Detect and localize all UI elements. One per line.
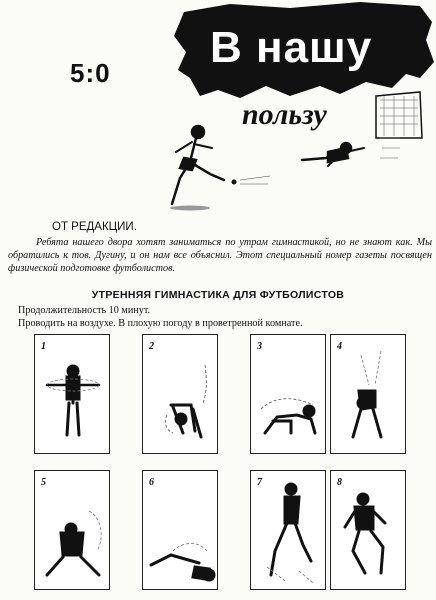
editorial-heading: ОТ РЕДАКЦИИ.: [52, 221, 137, 233]
exercise-number: 4: [337, 341, 342, 352]
exercise-number: 6: [149, 477, 154, 488]
kicking-player-figure: [172, 126, 224, 204]
exercise-number: 3: [257, 341, 262, 352]
exercise-panel-7: [250, 470, 326, 590]
duration-text: Продолжительность 10 минут.: [18, 305, 151, 316]
goalkeeper-figure: [302, 143, 364, 166]
exercise-panel-4: [330, 334, 406, 454]
exercise-panel-6: [142, 470, 218, 590]
score-text: 5:0: [70, 58, 111, 88]
exercise-panel-5: [34, 470, 110, 590]
exercise-info: [18, 305, 303, 330]
title-main: В нашу: [210, 23, 373, 72]
exercise-number: 7: [257, 477, 262, 488]
exercise-number: 2: [149, 341, 154, 352]
title-subtitle: пользу: [242, 98, 327, 131]
exercise-figure-1: [35, 335, 111, 455]
exercise-panel-1: [34, 334, 110, 454]
exercise-number: 8: [337, 477, 342, 488]
ball-icon: [232, 180, 237, 185]
exercise-figure-8: [331, 471, 407, 591]
exercise-figure-7: [251, 471, 327, 591]
exercise-panel-2: [142, 334, 218, 454]
football-illustration: [150, 118, 436, 218]
editorial-text: Ребята нашего двора хотят заниматься по утрам гимнастикой, но не знают как. Мы обратились к тов. Дугину, и он нам все объяснил. Этот специальный номер газеты посвящен физической подготовке футболистов.: [8, 237, 432, 274]
exercise-panel-8: [330, 470, 406, 590]
exercise-figure-6: [143, 471, 219, 591]
exercise-figure-3: [251, 335, 327, 455]
place-text: Проводить на воздухе. В плохую погоду в проветренной комнате.: [18, 317, 303, 329]
exercise-number: 1: [41, 341, 46, 352]
exercise-figure-2: [143, 335, 219, 455]
section-title: УТРЕННЯЯ ГИМНАСТИКА ДЛЯ ФУТБОЛИСТОВ: [91, 289, 345, 301]
exercise-figure-4: [331, 335, 407, 455]
exercise-figure-5: [35, 471, 111, 591]
exercise-number: 5: [41, 477, 46, 488]
exercise-panel-3: [250, 334, 326, 454]
